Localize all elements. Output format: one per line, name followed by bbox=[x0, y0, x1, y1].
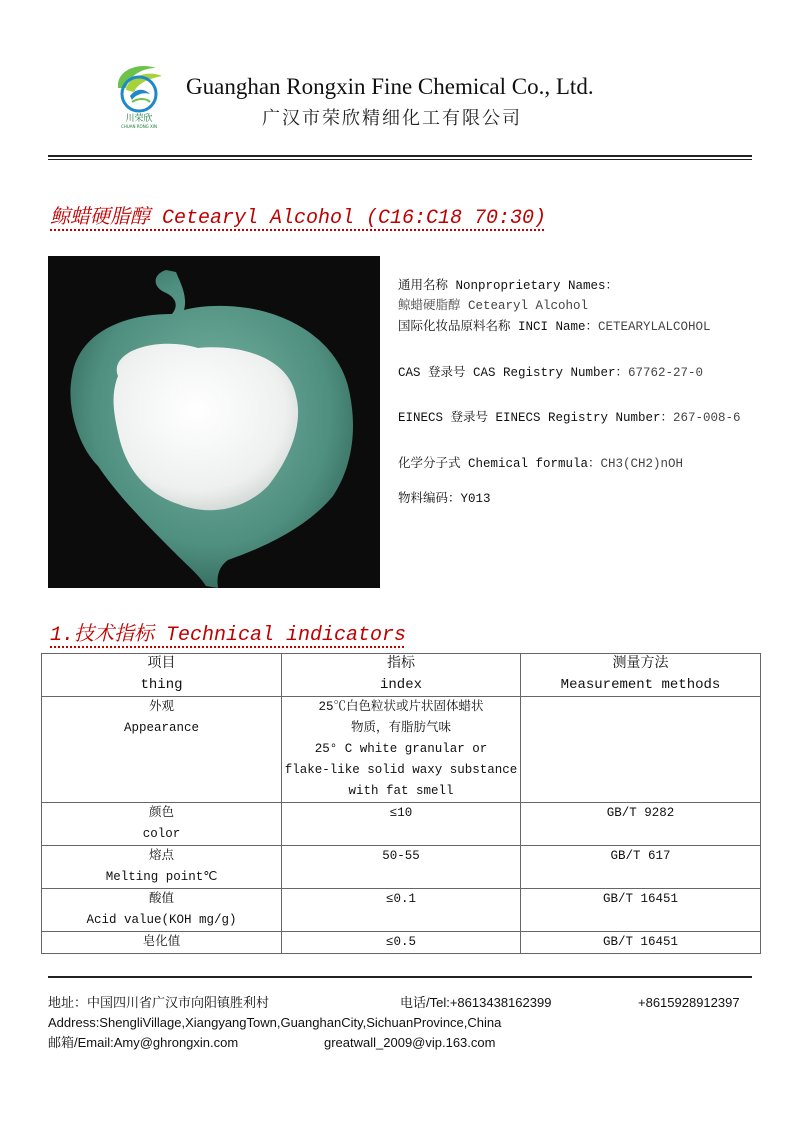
technical-indicators-table bbox=[41, 653, 761, 954]
header-divider-thin bbox=[48, 159, 752, 160]
inci-label: 国际化妆品原料名称 INCI Name： bbox=[398, 320, 599, 334]
table-row bbox=[42, 846, 761, 889]
einecs-value: 267-008-6 bbox=[673, 411, 741, 425]
cell-item bbox=[42, 932, 282, 954]
header-method-en: Measurement methods bbox=[560, 677, 721, 693]
header-index-cn: 指标 bbox=[387, 656, 415, 672]
index-line: ≤10 bbox=[389, 806, 413, 820]
cas-number bbox=[398, 363, 703, 383]
item-cn: 外观 bbox=[148, 700, 174, 714]
cas-label: CAS 登录号 CAS Registry Number： bbox=[398, 366, 629, 380]
cell-item bbox=[42, 889, 282, 932]
chemical-formula bbox=[398, 454, 683, 474]
nonproprietary-label: 通用名称 Nonproprietary Names： bbox=[398, 279, 619, 293]
header-divider-thick bbox=[48, 155, 752, 157]
cell-index bbox=[282, 803, 521, 846]
cell-index bbox=[282, 889, 521, 932]
company-logo bbox=[108, 58, 170, 130]
item-cn: 颜色 bbox=[148, 806, 174, 820]
cell-item bbox=[42, 803, 282, 846]
table-row bbox=[42, 803, 761, 846]
footer-contact bbox=[48, 993, 758, 1053]
item-cn: 酸值 bbox=[148, 892, 174, 906]
telephone-secondary[interactable]: +8615928912397 bbox=[638, 995, 740, 1010]
header-item-en: thing bbox=[140, 677, 183, 693]
footer-row-email bbox=[48, 1033, 758, 1053]
email[interactable]: 邮箱/Email:Amy@ghrongxin.com bbox=[48, 1035, 239, 1050]
company-name-cn: 广汉市荣欣精细化工有限公司 bbox=[262, 108, 522, 128]
header-index bbox=[282, 654, 521, 697]
address-cn: 地址：中国四川省广汉市向阳镇胜利村 bbox=[48, 995, 270, 1010]
logo-emblem-icon bbox=[108, 58, 170, 130]
index-line: 25° C white granular or bbox=[314, 742, 488, 756]
product-photo bbox=[48, 256, 380, 588]
cell-method: GB/T 16451 bbox=[521, 889, 761, 932]
company-name-en: Guanghan Rongxin Fine Chemical Co., Ltd. bbox=[186, 74, 594, 99]
item-en: color bbox=[142, 827, 181, 841]
table-header-row bbox=[42, 654, 761, 697]
cell-method: GB/T 617 bbox=[521, 846, 761, 889]
index-line: ≤0.1 bbox=[385, 892, 416, 906]
index-line: ≤0.5 bbox=[385, 935, 416, 949]
formula-label: 化学分子式 Chemical formula： bbox=[398, 457, 601, 471]
item-en: Appearance bbox=[123, 721, 199, 735]
index-line: 物质，有脂肪气味 bbox=[350, 721, 451, 735]
index-line: 25℃白色粒状或片状固体蜡状 bbox=[318, 700, 484, 714]
code-label: 物料编码： bbox=[398, 492, 461, 506]
material-code bbox=[398, 489, 491, 509]
footer-row-address-en bbox=[48, 1013, 758, 1033]
cell-index bbox=[282, 846, 521, 889]
logo-text-en: CHUAN RONG XIN bbox=[121, 124, 157, 129]
table-row bbox=[42, 697, 761, 803]
section-title-technical-indicators: 1.技术指标 Technical indicators bbox=[50, 624, 407, 647]
item-en: Acid value(KOH mg/g) bbox=[86, 913, 237, 927]
inci-name bbox=[398, 317, 711, 337]
formula-value: CH3(CH2)nOH bbox=[600, 457, 684, 471]
table-row bbox=[42, 889, 761, 932]
cell-index bbox=[282, 697, 521, 803]
logo-text-cn: 川荣欣 bbox=[125, 114, 153, 124]
index-line: with fat smell bbox=[348, 784, 454, 798]
header-index-en: index bbox=[379, 677, 422, 693]
index-line: flake-like solid waxy substance bbox=[284, 763, 518, 777]
nonproprietary-value: 鲸蜡硬脂醇 Cetearyl Alcohol bbox=[398, 299, 589, 313]
cell-method bbox=[521, 697, 761, 803]
inci-value: CETEARYLALCOHOL bbox=[598, 320, 711, 334]
cas-value: 67762-27-0 bbox=[628, 366, 704, 380]
cell-item bbox=[42, 846, 282, 889]
cell-method: GB/T 16451 bbox=[521, 932, 761, 954]
header-method bbox=[521, 654, 761, 697]
footer-divider bbox=[48, 976, 752, 978]
telephone[interactable]: 电话/Tel:+8613438162399 bbox=[400, 995, 552, 1010]
address-en: Address:ShengliVillage,XiangyangTown,GuanghanCity,SichuanProvince,China bbox=[48, 1015, 502, 1030]
item-cn: 熔点 bbox=[148, 849, 174, 863]
einecs-label: EINECS 登录号 EINECS Registry Number： bbox=[398, 411, 674, 425]
index-line: 50-55 bbox=[382, 849, 420, 863]
cell-item bbox=[42, 697, 282, 803]
header-item bbox=[42, 654, 282, 697]
einecs-number bbox=[398, 408, 741, 428]
code-value: Y013 bbox=[460, 492, 491, 506]
leaf-plate-illustration bbox=[48, 256, 380, 588]
cell-method: GB/T 9282 bbox=[521, 803, 761, 846]
cell-index bbox=[282, 932, 521, 954]
product-title: 鲸蜡硬脂醇 Cetearyl Alcohol (C16:C18 70:30) bbox=[50, 207, 547, 230]
footer-row-address bbox=[48, 993, 758, 1013]
email-secondary[interactable]: greatwall_2009@vip.163.com bbox=[324, 1035, 496, 1050]
item-en: Melting point℃ bbox=[105, 870, 218, 884]
header-method-cn: 测量方法 bbox=[612, 656, 669, 672]
table-row bbox=[42, 932, 761, 954]
header-item-cn: 项目 bbox=[147, 656, 176, 672]
item-cn: 皂化值 bbox=[142, 935, 181, 949]
